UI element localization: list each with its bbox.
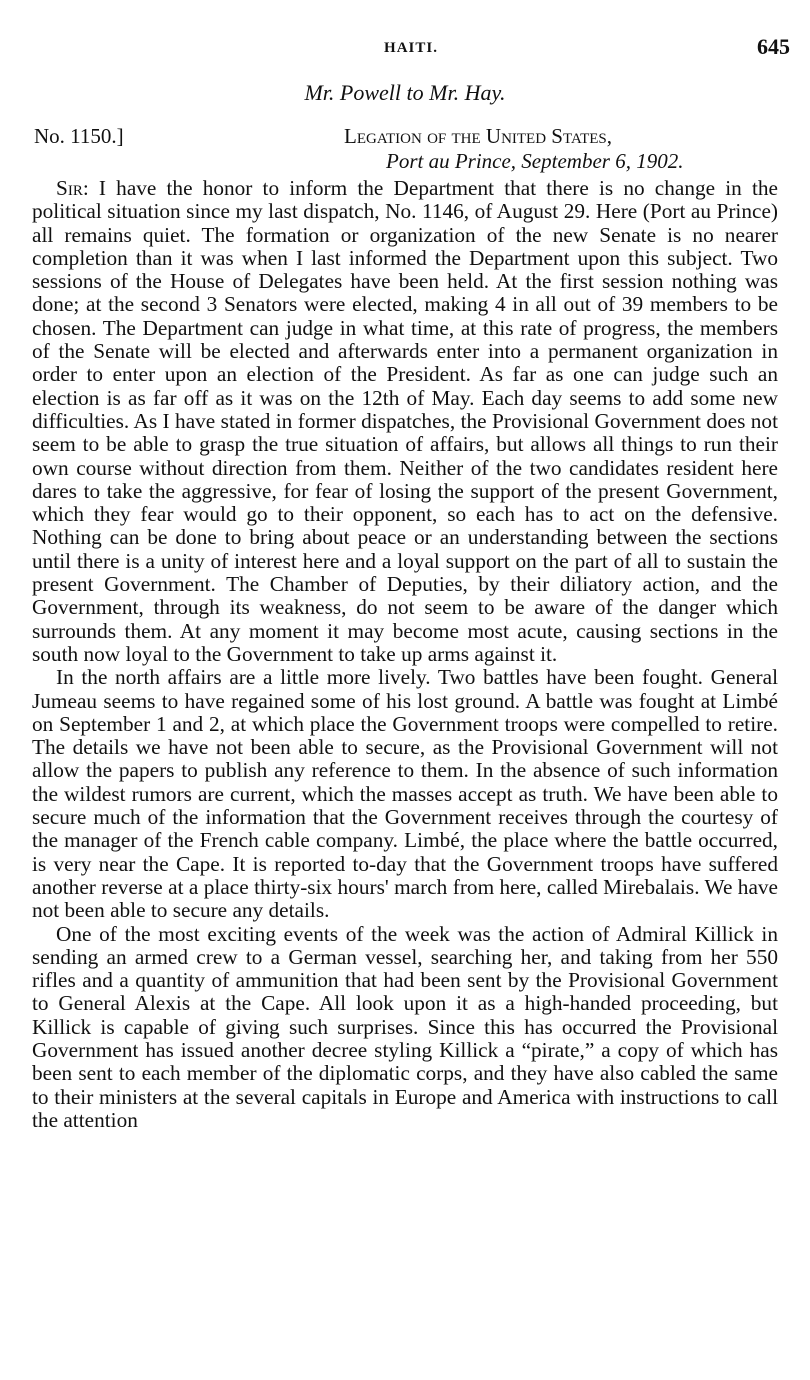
paragraph: One of the most exciting events of the week was the action of Admiral Killick in sending an armed crew to a German vessel, searching her, and taking from her 550 rifles and a quantity of ammunition that had been sent by the Provisional Government to General Alexis at the Cape. All look upon it as a high-handed proceeding, but Killick is capable of giving such surprises. Since this has occurred the Provisional Government has issued another decree styling Killick a “pirate,” a copy of which has been sent to each member of the diplomatic corps, and they have also cabled the same to their ministers at the several capitals in Europe and America with instructions to call the attention bbox=[32, 921, 778, 1132]
letter-heading: Mr. Powell to Mr. Hay. bbox=[304, 80, 506, 105]
running-title: HAITI. bbox=[384, 40, 438, 56]
paragraph-text: I have the honor to inform the Department that there is no change in the political situation since my last dispatch, No. 1146, of August 29. Here (Port au Prince) all remains quiet. The formation or organization of the new Senate is no nearer completion than it was when I last informed the Department upon this subject. Two sessions of the House of Delegates have been held. At the first session nothing was done; at the second 3 Senators were elected, making 4 in all out of 39 members to be chosen. The Department can judge in what time, at this rate of progress, the members of the Senate will be elected and afterwards enter into a permanent organization in order to enter upon an election of the President. As far as one can judge such an election is as far off as it was on the 12th of May. Each day seems to add some new difficulties. As I have stated in former dispatches, the Provisional Government does not seem to be able to grasp the true situation of affairs, but allows all things to run their own course without direction from them. Neither of the two candidates resident here dares to take the aggressive, for fear of losing the support of the present Government, which they fear would go to their opponent, so each has to act on the defensive. Nothing can be done to bring about peace or an understanding between the sections until there is a unity of interest here and a loyal support on the part of all to sustain the present Government. The Chamber of Deputies, by their diliatory action, and the Government, through its weakness, do not seem to be aware of the danger which surrounds them. At any moment it may become most acute, causing sections in the south now loyal to the Government to take up arms against it. bbox=[32, 176, 778, 666]
page-number: 645 bbox=[757, 34, 790, 59]
dispatch-number: No. 1150.] bbox=[34, 124, 124, 148]
legation-line: Legation of the United States, bbox=[344, 124, 613, 148]
dateline: Port au Prince, September 6, 1902. bbox=[386, 149, 684, 173]
running-head bbox=[32, 34, 790, 64]
paragraph: In the north affairs are a little more lively. Two battles have been fought. General Jumeau seems to have regained some of his lost ground. A battle was fought at Limbé on September 1 and 2, at which place the Government troops were compelled to retire. The details we have not been able to secure, as the Provisional Government will not allow the papers to publish any reference to them. In the absence of such information the wildest rumors are current, which the masses accept as truth. We have been able to secure much of the information that the Government receives through the courtesy of the manager of the French cable company. Limbé, the place where the battle occurred, is very near the Cape. It is reported to-day that the Government troops have suffered another reverse at a place thirty-six hours' march from here, called Mirebalais. We have not been able to secure any details. bbox=[32, 665, 778, 923]
paragraph bbox=[32, 177, 778, 666]
salutation: Sir: bbox=[56, 176, 89, 200]
letter-body bbox=[32, 177, 778, 1132]
